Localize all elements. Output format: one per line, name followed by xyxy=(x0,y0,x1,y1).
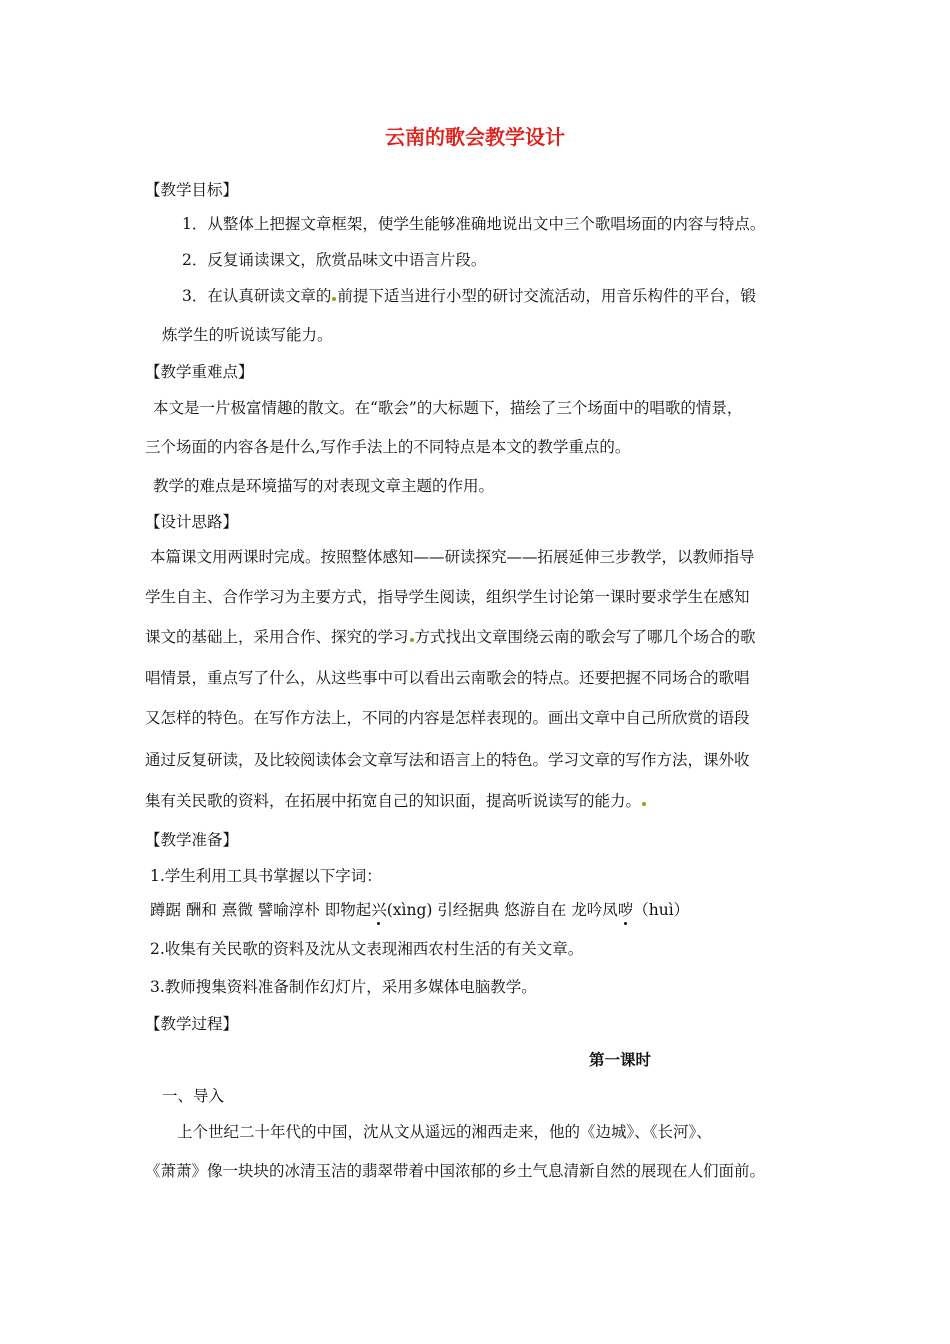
preparation-item-3: 3.教师搜集资料准备制作幻灯片，采用多媒体电脑教学。 xyxy=(150,978,537,996)
intro-paragraph-line-2: 《萧萧》像一块块的冰清玉洁的翡翠带着中国浓郁的乡土气息清新自然的展现在人们面前。 xyxy=(145,1162,766,1180)
vocabulary-part-c: （huì） xyxy=(633,901,690,919)
vocabulary-part-a: 蹲踞 酬和 熹微 譬喻淳朴 即物起 xyxy=(150,901,372,919)
key-points-line-1: 本文是一片极富情趣的散文。在“歌会”的大标题下，描绘了三个场面中的唱歌的情景， xyxy=(153,399,743,417)
section-heading-process: 【教学过程】 xyxy=(145,1015,239,1033)
stray-mark xyxy=(642,802,646,806)
design-line-2: 学生自主、合作学习为主要方式，指导学生阅读，组织学生讨论第一课时要求学生在感知 xyxy=(145,588,750,606)
section-heading-objectives: 【教学目标】 xyxy=(145,181,239,199)
objective-item-1: 1．从整体上把握文章框架，使学生能够准确地说出文中三个歌唱场面的内容与特点。 xyxy=(182,215,766,233)
design-line-5: 又怎样的特色。在写作方法上，不同的内容是怎样表现的。画出文章中自己所欣赏的语段 xyxy=(145,709,750,727)
intro-paragraph-line-1: 上个世纪二十年代的中国，沈从文从遥远的湘西走来，他的《边城》、《长河》、 xyxy=(177,1123,712,1141)
section-heading-design: 【设计思路】 xyxy=(145,513,239,531)
vocabulary-part-b: (xìng) 引经据典 悠游自在 龙吟凤 xyxy=(386,901,618,919)
design-line-7 xyxy=(145,791,647,811)
design-line-1: 本篇课文用两课时完成。按照整体感知——研读探究——拓展延伸三步教学，以教师指导 xyxy=(150,548,755,566)
design-line-7-text: 集有关民歌的资料，在拓展中拓宽自己的知识面，提高听说读写的能力。 xyxy=(145,792,642,810)
preparation-item-2: 2.收集有关民歌的资料及沈从文表现湘西农村生活的有关文章。 xyxy=(150,940,584,958)
key-points-difficulty: 教学的难点是环境描写的对表现文章主题的作用。 xyxy=(153,477,495,495)
key-points-line-2: 三个场面的内容各是什么,写作手法上的不同特点是本文的教学重点的。 xyxy=(145,438,631,456)
vocabulary-hui: 哕 xyxy=(617,901,634,919)
stray-mark xyxy=(332,297,336,301)
document-title: 云南的歌会教学设计 xyxy=(385,125,565,149)
step-introduction: 一、导入 xyxy=(162,1087,225,1105)
vocabulary-xing: 兴 xyxy=(371,901,387,919)
design-line-4: 唱情景，重点写了什么，从这些事中可以看出云南歌会的特点。还要把握不同场合的歌唱 xyxy=(145,669,750,687)
preparation-item-1: 1.学生利用工具书掌握以下字词： xyxy=(150,867,382,885)
section-heading-preparation: 【教学准备】 xyxy=(145,831,239,849)
vocabulary-list xyxy=(150,900,689,920)
objective-item-3-post: 前提下适当进行小型的研讨交流活动，用音乐构件的平台，锻 xyxy=(337,287,756,305)
stray-mark xyxy=(410,638,414,642)
design-line-3-post: 方式找出文章围绕云南的歌会写了哪几个场合的歌 xyxy=(414,628,756,646)
design-line-6: 通过反复研读，及比较阅读体会文章写法和语言上的特色。学习文章的写作方法，课外收 xyxy=(145,751,750,769)
design-line-3 xyxy=(145,627,756,647)
objective-item-3 xyxy=(182,286,756,306)
section-heading-key-points: 【教学重难点】 xyxy=(145,363,254,381)
objective-item-2: 2．反复诵读课文，欣赏品味文中语言片段。 xyxy=(182,251,487,269)
lesson-heading: 第一课时 xyxy=(589,1050,652,1069)
design-line-3-pre: 课文的基础上，采用合作、探究的学习 xyxy=(145,628,409,646)
objective-item-3-pre: 3．在认真研读文章的 xyxy=(182,287,332,305)
objective-item-3-continued: 炼学生的听说读写能力。 xyxy=(162,326,333,344)
